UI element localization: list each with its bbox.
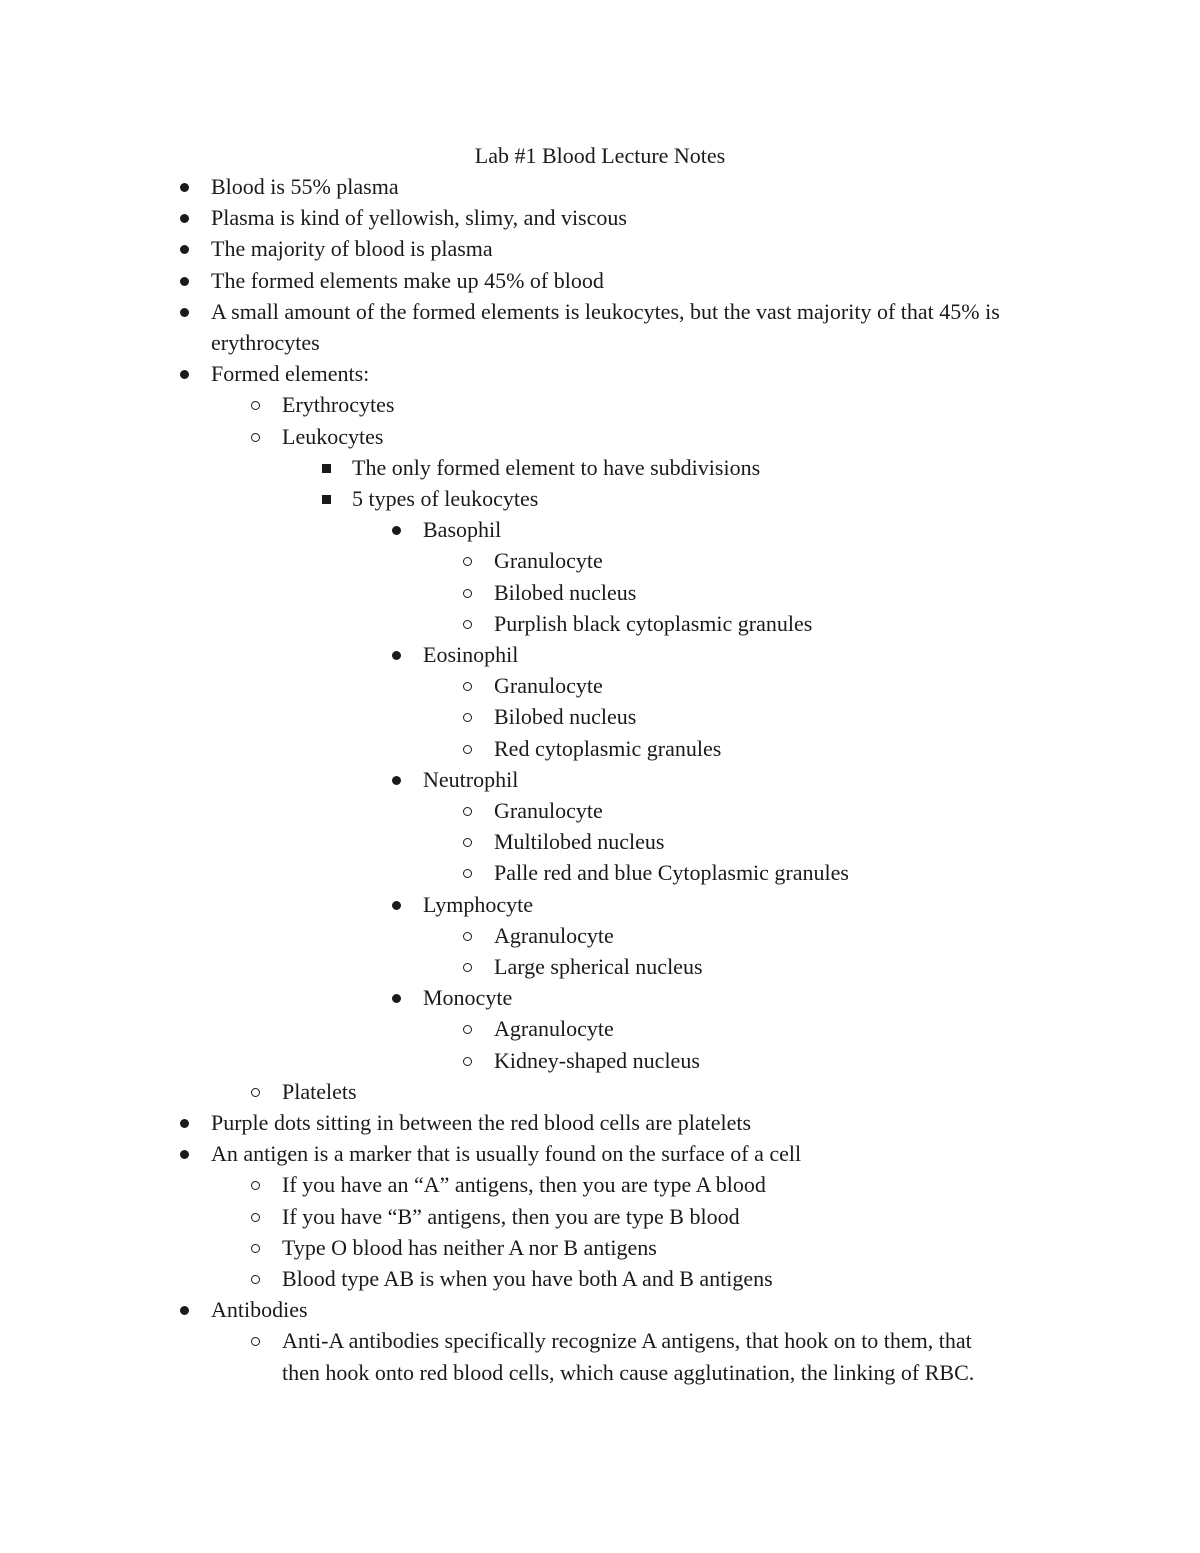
list-item — [0, 202, 1200, 233]
list-item-text: Agranulocyte — [494, 1016, 614, 1042]
bullet-circle-icon — [459, 951, 479, 982]
bullet-circle-icon — [459, 701, 479, 732]
list-item — [0, 421, 1200, 452]
list-item — [0, 327, 1200, 358]
list-item-text: Plasma is kind of yellowish, slimy, and viscous — [211, 205, 627, 231]
bullet-circle-icon — [459, 1045, 479, 1076]
list-item — [0, 982, 1200, 1013]
list-item-text: Blood type AB is when you have both A and B antigens — [282, 1266, 773, 1291]
bullet-circle-icon — [247, 1076, 267, 1107]
list-item — [0, 1138, 1200, 1169]
bullet-circle-icon — [247, 1232, 267, 1263]
bullet-circle-icon — [247, 1201, 267, 1232]
list-item-text: Eosinophil — [423, 642, 519, 667]
bullet-circle-icon — [459, 826, 479, 857]
list-item — [0, 1357, 1200, 1388]
list-item — [0, 545, 1200, 576]
bullet-dot-icon — [176, 233, 196, 264]
list-item — [0, 920, 1200, 951]
list-item — [0, 1201, 1200, 1232]
bullet-dot-icon — [176, 1138, 196, 1169]
list-item-text: Large spherical nucleus — [494, 954, 703, 979]
bullet-circle-icon — [247, 1263, 267, 1294]
list-item — [0, 701, 1200, 732]
bullet-circle-icon — [459, 1013, 479, 1044]
list-item — [0, 857, 1200, 888]
list-item-text: If you have “B” antigens, then you are type B blood — [282, 1203, 740, 1229]
list-item — [0, 171, 1200, 202]
list-item — [0, 483, 1200, 514]
list-item — [0, 1294, 1200, 1325]
list-item-text: 5 types of leukocytes — [352, 486, 539, 511]
list-item — [0, 733, 1200, 764]
bullet-circle-icon — [247, 1325, 267, 1356]
bullet-circle-icon — [459, 795, 479, 826]
bullet-circle-icon — [459, 920, 479, 951]
list-item — [0, 1169, 1200, 1200]
bullet-dot-icon — [176, 296, 196, 327]
list-item — [0, 358, 1200, 389]
list-item-text: Purple dots sitting in between the red blood cells are platelets — [211, 1110, 752, 1135]
list-item — [0, 1013, 1200, 1044]
bullet-dot-icon — [176, 1294, 196, 1325]
bullet-dot-icon — [176, 265, 196, 296]
bullet-circle-icon — [459, 733, 479, 764]
list-item-text: Blood is 55% plasma — [211, 174, 399, 199]
list-item-text: Formed elements: — [211, 361, 370, 387]
list-item — [0, 951, 1200, 982]
list-item-text: Multilobed nucleus — [494, 829, 665, 855]
bullet-dot-icon — [176, 358, 196, 389]
bullet-dot-icon — [388, 982, 408, 1013]
list-item — [0, 1045, 1200, 1076]
bullet-dot-icon — [176, 202, 196, 233]
bullet-circle-icon — [459, 577, 479, 608]
list-item-text: Monocyte — [423, 985, 513, 1011]
page-title: Lab #1 Blood Lecture Notes — [474, 143, 726, 168]
bullet-square-icon — [317, 483, 337, 514]
list-item — [0, 233, 1200, 264]
list-item — [0, 826, 1200, 857]
list-item-text: then hook onto red blood cells, which cause agglutination, the linking of RBC. — [282, 1359, 975, 1385]
list-item-text: A small amount of the formed elements is leukocytes, but the vast majority of that 45% is — [211, 298, 1000, 324]
list-item-text: Kidney-shaped nucleus — [494, 1047, 700, 1073]
bullet-circle-icon — [247, 389, 267, 420]
list-item-text: Type O blood has neither A nor B antigens — [282, 1234, 657, 1260]
list-item-text: Erythrocytes — [282, 392, 395, 418]
list-item — [0, 452, 1200, 483]
bullet-circle-icon — [459, 857, 479, 888]
list-item — [0, 265, 1200, 296]
list-item — [0, 764, 1200, 795]
list-item-text: Neutrophil — [423, 766, 519, 792]
list-item — [0, 1325, 1200, 1356]
bullet-dot-icon — [388, 639, 408, 670]
list-item-text: Leukocytes — [282, 423, 384, 449]
bullet-circle-icon — [247, 1169, 267, 1200]
list-item-text: Anti-A antibodies specifically recognize A antigens, that hook on to them, that — [282, 1328, 972, 1354]
list-item-text: Granulocyte — [494, 673, 603, 699]
list-item — [0, 1232, 1200, 1263]
bullet-dot-icon — [176, 171, 196, 202]
bullet-circle-icon — [459, 670, 479, 701]
list-item — [0, 670, 1200, 701]
list-item-text: The only formed element to have subdivisions — [352, 454, 761, 480]
list-item-text: erythrocytes — [211, 330, 320, 355]
bullet-circle-icon — [459, 545, 479, 576]
list-item-text: The majority of blood is plasma — [211, 236, 493, 262]
list-item-text: Palle red and blue Cytoplasmic granules — [494, 860, 849, 886]
list-item-text: If you have an “A” antigens, then you are type A blood — [282, 1172, 766, 1198]
list-item — [0, 889, 1200, 920]
list-item-text: Red cytoplasmic granules — [494, 735, 722, 761]
list-item — [0, 389, 1200, 420]
list-item-text: Antibodies — [211, 1297, 308, 1323]
list-item-text: Granulocyte — [494, 798, 603, 823]
list-item-text: The formed elements make up 45% of blood — [211, 267, 604, 293]
list-item — [0, 577, 1200, 608]
bullet-dot-icon — [388, 764, 408, 795]
list-item-text: Bilobed nucleus — [494, 704, 637, 730]
list-item-text: Purplish black cytoplasmic granules — [494, 610, 813, 636]
list-item-text: An antigen is a marker that is usually found on the surface of a cell — [211, 1141, 802, 1167]
list-item-text: Bilobed nucleus — [494, 579, 637, 605]
bullet-dot-icon — [388, 514, 408, 545]
list-item — [0, 296, 1200, 327]
list-item — [0, 514, 1200, 545]
bullet-dot-icon — [388, 889, 408, 920]
bullet-circle-icon — [247, 421, 267, 452]
list-item — [0, 1107, 1200, 1138]
list-item — [0, 795, 1200, 826]
bullet-dot-icon — [176, 1107, 196, 1138]
bullet-circle-icon — [459, 608, 479, 639]
list-item — [0, 639, 1200, 670]
list-item — [0, 1076, 1200, 1107]
bullet-square-icon — [317, 452, 337, 483]
list-item-text: Agranulocyte — [494, 922, 614, 948]
list-item-text: Granulocyte — [494, 548, 603, 574]
list-item — [0, 1263, 1200, 1294]
list-item-text: Platelets — [282, 1078, 357, 1104]
list-item-text: Lymphocyte — [423, 891, 533, 917]
list-item-text: Basophil — [423, 517, 502, 543]
list-item — [0, 608, 1200, 639]
